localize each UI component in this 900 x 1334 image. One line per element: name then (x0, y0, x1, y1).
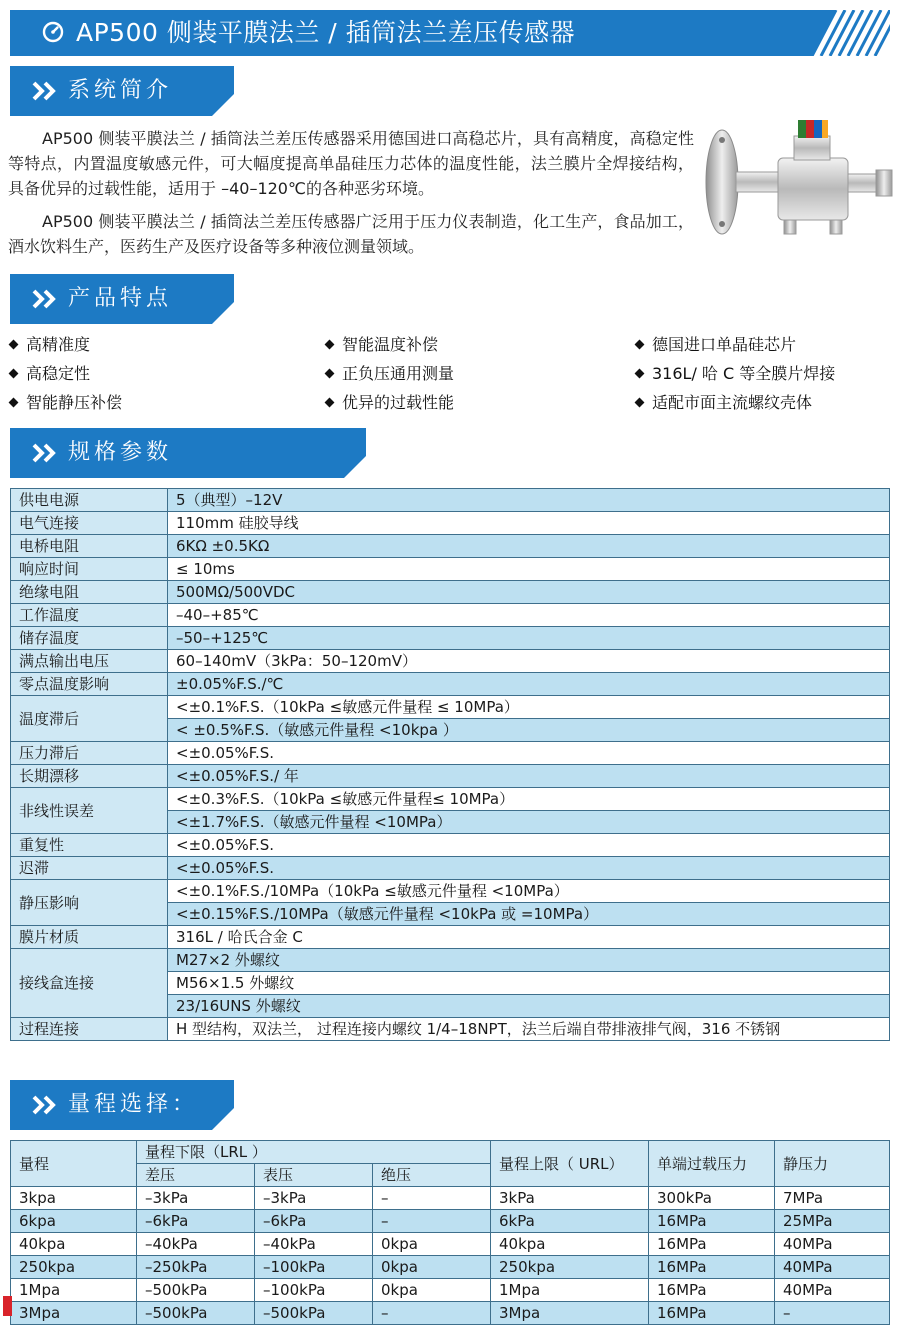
lrl-header: 量程下限（LRL ） (137, 1141, 491, 1164)
spec-value: <±0.3%F.S.（10kPa ≤敏感元件量程≤ 10MPa） (168, 788, 890, 811)
range-cell: 40MPa (775, 1279, 890, 1302)
double-chevron-icon (32, 81, 58, 101)
section-title: 产品特点 (68, 286, 173, 311)
spec-value: <±0.05%F.S. (168, 742, 890, 765)
diff-header: 差压 (137, 1164, 255, 1187)
intro-paragraph: AP500 侧装平膜法兰 / 插筒法兰差压传感器广泛用于压力仪表制造，化工生产，食品加工，酒水饮料生产，医药生产及医疗设备等多种液位测量领域。 (8, 212, 694, 256)
spec-value: <±0.1%F.S.（10kPa ≤敏感元件量程 ≤ 10MPa） (168, 696, 890, 719)
range-row (11, 1279, 890, 1302)
range-cell: 3kpa (11, 1187, 137, 1210)
range-cell: 7MPa (775, 1187, 890, 1210)
spec-row (11, 788, 890, 811)
section-title: 量程选择： (68, 1092, 199, 1117)
spec-row (11, 673, 890, 696)
stripe-decoration (812, 10, 890, 56)
range-cell: 16MPa (649, 1279, 775, 1302)
spec-label: 供电电源 (11, 489, 168, 512)
spec-value: –40–+85℃ (168, 604, 890, 627)
range-cell: 40kpa (491, 1233, 649, 1256)
range-cell: 6kpa (11, 1210, 137, 1233)
range-cell: 250kpa (11, 1256, 137, 1279)
range-cell: 1Mpa (491, 1279, 649, 1302)
range-cell: 300kPa (649, 1187, 775, 1210)
spec-label: 非线性误差 (11, 788, 168, 834)
spec-value: 60–140mV（3kPa：50–120mV） (168, 650, 890, 673)
range-cell: –40kPa (255, 1233, 373, 1256)
spec-value: <±1.7%F.S.（敏感元件量程 <10MPa） (168, 811, 890, 834)
range-cell: – (775, 1302, 890, 1325)
spec-label: 绝缘电阻 (11, 581, 168, 604)
spec-value: 5（典型）–12V (168, 489, 890, 512)
range-cell: 16MPa (649, 1256, 775, 1279)
spec-row (11, 604, 890, 627)
static-header: 静压力 (775, 1141, 890, 1187)
bullet-icon (9, 398, 19, 408)
bullet-icon (325, 369, 335, 379)
feature-item: 高精准度 (10, 334, 90, 356)
title-bar (10, 10, 890, 56)
range-cell: 3Mpa (11, 1302, 137, 1325)
spec-label: 工作温度 (11, 604, 168, 627)
range-cell: –100kPa (255, 1279, 373, 1302)
spec-value: 6KΩ ±0.5KΩ (168, 535, 890, 558)
range-cell: –500kPa (137, 1302, 255, 1325)
url-header: 量程上限（ URL） (491, 1141, 649, 1187)
spec-label: 电气连接 (11, 512, 168, 535)
spec-label: 过程连接 (11, 1018, 168, 1041)
range-cell: 16MPa (649, 1302, 775, 1325)
spec-row (11, 489, 890, 512)
range-row (11, 1187, 890, 1210)
spec-row (11, 650, 890, 673)
spec-label: 储存温度 (11, 627, 168, 650)
spec-value: <±0.05%F.S. (168, 857, 890, 880)
range-cell: –100kPa (255, 1256, 373, 1279)
range-cell: 25MPa (775, 1210, 890, 1233)
range-cell: –250kPa (137, 1256, 255, 1279)
range-cell: –500kPa (255, 1302, 373, 1325)
bullet-icon (635, 340, 645, 350)
spec-label: 膜片材质 (11, 926, 168, 949)
range-cell: 16MPa (649, 1233, 775, 1256)
intro-paragraph: AP500 侧装平膜法兰 / 插筒法兰差压传感器采用德国进口高稳芯片，具有高精度，高稳定性等特点，内置温度敏感元件，可大幅度提高单晶硅压力芯体的温度性能，法兰膜片全焊接结构，具备优异的过载性能，适用于 –40–120℃的各种恶劣环境。 (8, 129, 694, 198)
overload-header: 单端过载压力 (649, 1141, 775, 1187)
range-cell: –40kPa (137, 1233, 255, 1256)
spec-label: 接线盒连接 (11, 949, 168, 1018)
spec-label: 电桥电阻 (11, 535, 168, 558)
page-title: AP500 侧装平膜法兰 / 插筒法兰差压传感器 (76, 18, 576, 47)
spec-row (11, 512, 890, 535)
range-table (10, 1140, 890, 1325)
feature-item: 智能温度补偿 (326, 334, 438, 356)
range-cell: –500kPa (137, 1279, 255, 1302)
abs-header: 绝压 (373, 1164, 491, 1187)
range-cell: 16MPa (649, 1210, 775, 1233)
range-cell: 250kpa (491, 1256, 649, 1279)
range-cell: –3kPa (255, 1187, 373, 1210)
spec-value: < ±0.5%F.S.（敏感元件量程 <10kpa ） (168, 719, 890, 742)
feature-item: 智能静压补偿 (10, 392, 122, 414)
feature-list (0, 334, 900, 424)
spec-label: 压力滞后 (11, 742, 168, 765)
spec-row (11, 949, 890, 972)
range-cell: 40MPa (775, 1256, 890, 1279)
bullet-icon (635, 369, 645, 379)
range-cell: – (373, 1210, 491, 1233)
spec-value: 110mm 硅胶导线 (168, 512, 890, 535)
intro-text (8, 126, 694, 267)
spec-table (10, 488, 890, 1041)
spec-label: 长期漂移 (11, 765, 168, 788)
spec-row (11, 1018, 890, 1041)
spec-row (11, 880, 890, 903)
range-cell: –3kPa (137, 1187, 255, 1210)
bullet-icon (325, 340, 335, 350)
spec-row (11, 742, 890, 765)
feature-item: 德国进口单晶硅芯片 (636, 334, 796, 356)
double-chevron-icon (32, 1095, 58, 1115)
spec-value: 23/16UNS 外螺纹 (168, 995, 890, 1018)
spec-value: M56×1.5 外螺纹 (168, 972, 890, 995)
section-title: 系统简介 (68, 78, 173, 103)
spec-value: <±0.15%F.S./10MPa（敏感元件量程 <10kPa 或 =10MPa） (168, 903, 890, 926)
feature-item: 高稳定性 (10, 363, 90, 385)
feature-item: 316L/ 哈 C 等全膜片焊接 (636, 363, 835, 385)
range-row (11, 1302, 890, 1325)
range-row (11, 1210, 890, 1233)
gauge-icon (42, 21, 64, 43)
spec-row (11, 627, 890, 650)
spec-row (11, 535, 890, 558)
product-image (700, 110, 895, 250)
feature-item: 适配市面主流螺纹壳体 (636, 392, 812, 414)
range-cell: 3kPa (491, 1187, 649, 1210)
spec-row (11, 696, 890, 719)
double-chevron-icon (32, 289, 58, 309)
double-chevron-icon (32, 443, 58, 463)
bullet-icon (635, 398, 645, 408)
spec-value: <±0.1%F.S./10MPa（10kPa ≤敏感元件量程 <10MPa） (168, 880, 890, 903)
range-cell: –6kPa (137, 1210, 255, 1233)
section-header-intro (10, 66, 234, 116)
range-cell: 6kPa (491, 1210, 649, 1233)
spec-value: ±0.05%F.S./℃ (168, 673, 890, 696)
spec-value: 316L / 哈氏合金 C (168, 926, 890, 949)
bullet-icon (9, 340, 19, 350)
section-header-features (10, 274, 234, 324)
feature-item: 优异的过载性能 (326, 392, 454, 414)
range-cell: – (373, 1302, 491, 1325)
range-cell: 0kpa (373, 1256, 491, 1279)
spec-value: <±0.05%F.S. (168, 834, 890, 857)
spec-value: ≤ 10ms (168, 558, 890, 581)
section-title: 规格参数 (68, 440, 173, 465)
range-row (11, 1233, 890, 1256)
range-row (11, 1256, 890, 1279)
range-cell: 0kpa (373, 1279, 491, 1302)
range-cell: 40kpa (11, 1233, 137, 1256)
range-header: 量程 (11, 1141, 137, 1187)
section-banner (10, 428, 366, 478)
section-header-range (10, 1080, 234, 1130)
feature-item: 正负压通用测量 (326, 363, 454, 385)
spec-label: 满点输出电压 (11, 650, 168, 673)
gauge-header: 表压 (255, 1164, 373, 1187)
spec-label: 迟滞 (11, 857, 168, 880)
range-cell: 0kpa (373, 1233, 491, 1256)
spec-row (11, 834, 890, 857)
spec-label: 静压影响 (11, 880, 168, 926)
range-cell: – (373, 1187, 491, 1210)
spec-value: <±0.05%F.S./ 年 (168, 765, 890, 788)
range-cell: 3Mpa (491, 1302, 649, 1325)
range-cell: 1Mpa (11, 1279, 137, 1302)
spec-value: –50–+125℃ (168, 627, 890, 650)
spec-value: H 型结构，双法兰， 过程连接内螺纹 1/4–18NPT，法兰后端自带排液排气阀，316 不锈钢 (168, 1018, 890, 1041)
spec-row (11, 558, 890, 581)
range-cell: 40MPa (775, 1233, 890, 1256)
red-marker (3, 1296, 12, 1316)
spec-row (11, 765, 890, 788)
spec-label: 温度滞后 (11, 696, 168, 742)
spec-row (11, 581, 890, 604)
spec-label: 响应时间 (11, 558, 168, 581)
bullet-icon (9, 369, 19, 379)
bullet-icon (325, 398, 335, 408)
spec-label: 重复性 (11, 834, 168, 857)
spec-value: M27×2 外螺纹 (168, 949, 890, 972)
spec-row (11, 857, 890, 880)
section-header-specs (10, 428, 366, 478)
spec-label: 零点温度影响 (11, 673, 168, 696)
range-cell: –6kPa (255, 1210, 373, 1233)
spec-value: 500MΩ/500VDC (168, 581, 890, 604)
spec-row (11, 926, 890, 949)
